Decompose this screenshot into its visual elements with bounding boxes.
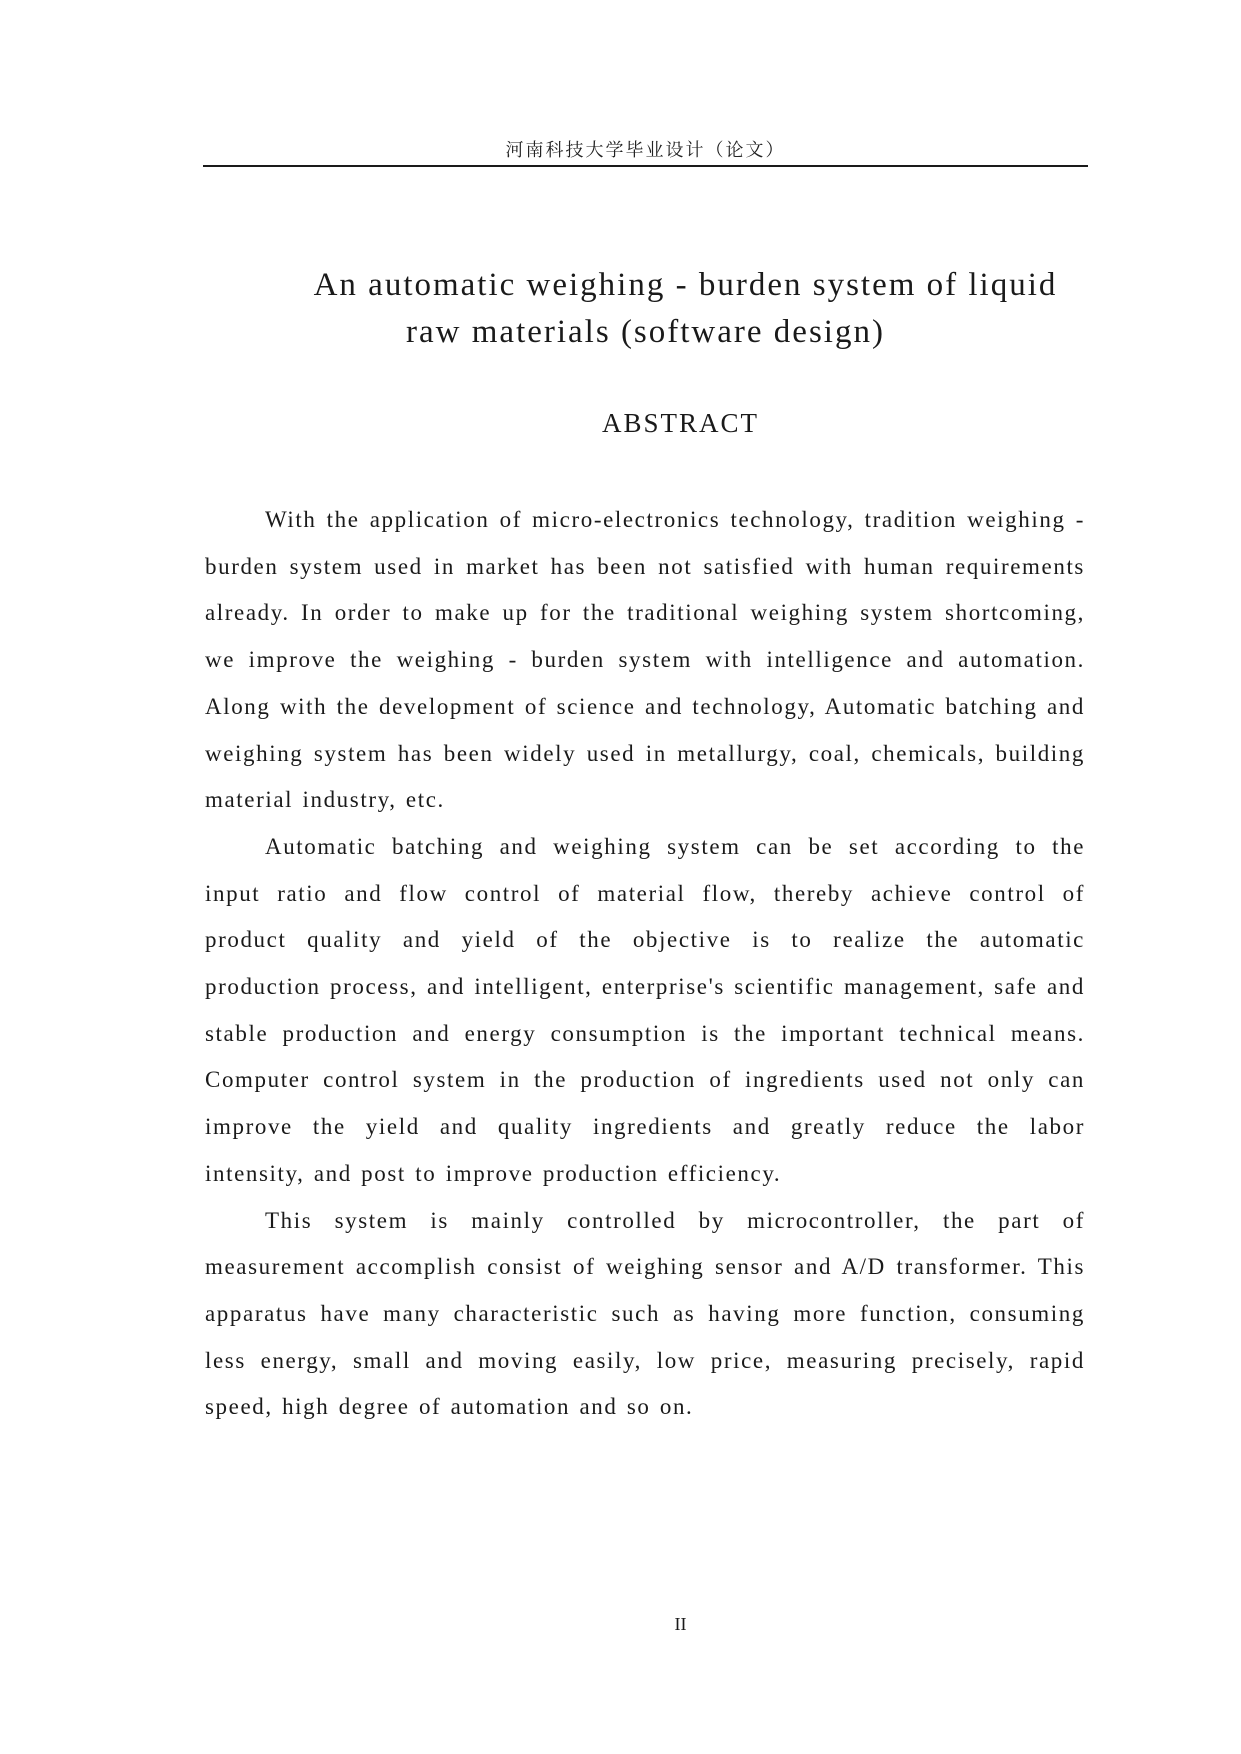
abstract-paragraph-3: This system is mainly controlled by microcontroller, the part of measurement accomplish consist of weighing sensor and A/D transformer. This apparatus have many characteristic such as having more function, consuming less energy, small and moving easily, low price, measuring precisely, rapid speed, high degree of automation and so on. [205,1207,1085,1420]
title-line-2: raw materials (software design) [406,314,885,350]
abstract-heading: ABSTRACT [601,408,760,438]
header-rule [203,165,1088,167]
page-number: II [674,1614,687,1634]
document-title [203,262,1088,356]
title-line-1: An automatic weighing - burden system of liquid [313,267,1058,303]
running-header: 河南科技大学毕业设计（论文） [505,140,786,161]
abstract-body [205,497,1085,1431]
abstract-paragraph-2: Automatic batching and weighing system can be set according to the input ratio and flow control of material flow, thereby achieve control of product quality and yield of the objective is to realize the automatic production process, and intelligent, enterprise's scientific management, safe and stable production and energy consumption is the important technical means. Computer control system in the production of ingredients used not only can improve the yield and quality ingredients and greatly reduce the labor intensity, and post to improve production efficiency. [205,833,1085,1186]
abstract-paragraph-1: With the application of micro-electronics technology, tradition weighing - burden system used in market has been not satisfied with human requirements already. In order to make up for the traditional weighing system shortcoming, we improve the weighing - burden system with intelligence and automation. Along with the development of science and technology, Automatic batching and weighing system has been widely used in metallurgy, coal, chemicals, building material industry, etc. [205,507,1085,813]
